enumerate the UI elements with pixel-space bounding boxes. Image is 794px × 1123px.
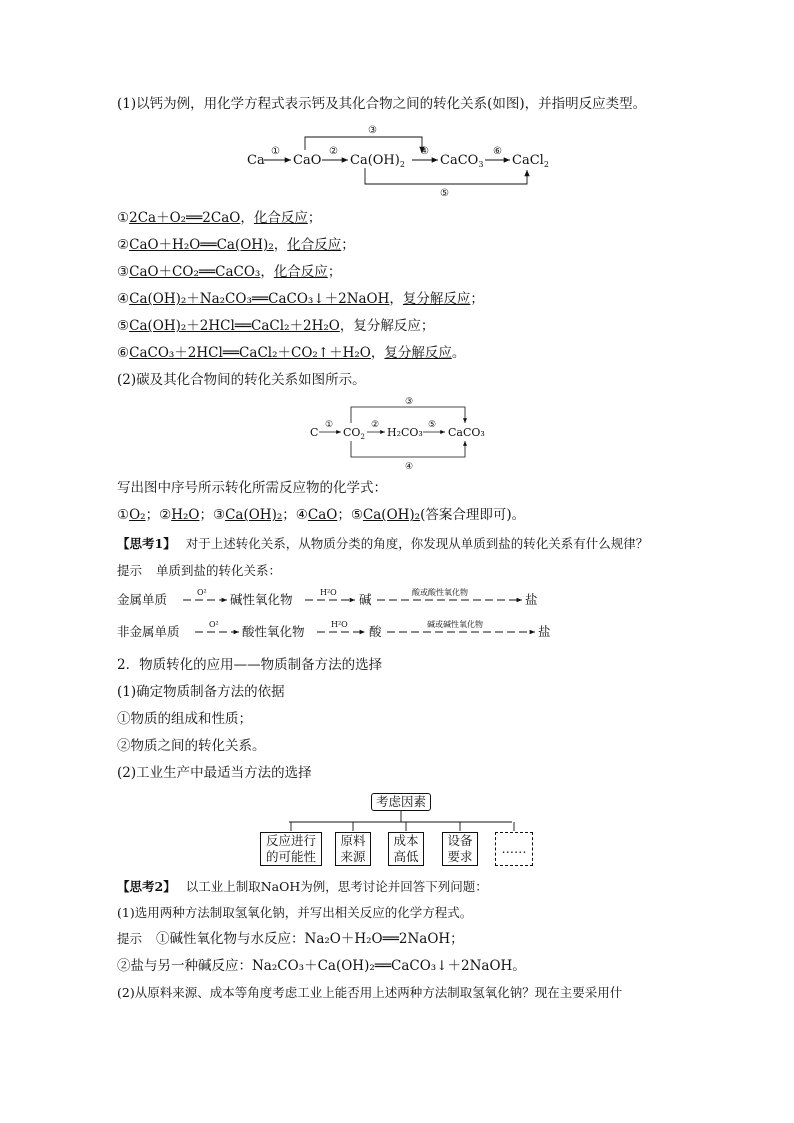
equation-separator: ，复分解反应 bbox=[339, 318, 421, 334]
think-1-text: 对于上述转化关系，从物质分类的角度，你发现从单质到盐的转化关系有什么规律？ bbox=[185, 536, 649, 551]
nonmetal-reagent-2: H²O bbox=[331, 620, 348, 629]
equation-end: ； bbox=[341, 237, 355, 253]
hint-2-tag: 提示 bbox=[117, 931, 143, 946]
nonmetal-reagent-1: O² bbox=[209, 620, 219, 629]
equation-separator: ， bbox=[273, 237, 288, 253]
question-2-1: (1)选用两种方法制取氢氧化钠，并写出相关反应的化学方程式。 bbox=[117, 905, 473, 920]
reaction-type: 化合反应 bbox=[253, 210, 308, 226]
metal-basic-oxide: 碱性氧化物 bbox=[230, 592, 293, 607]
node-ca: Ca bbox=[247, 153, 265, 168]
equation-text: CaO＋CO₂══CaCO₃ bbox=[129, 264, 261, 280]
node-cao: CaO bbox=[293, 153, 322, 168]
equation-text: CaCO₃＋2HCl══CaCl₂＋CO₂↑＋H₂O bbox=[129, 345, 371, 361]
factor-line-2: 来源 bbox=[340, 849, 366, 864]
equation-end: ； bbox=[420, 318, 435, 334]
equation-number: ⑥ bbox=[117, 345, 130, 361]
nonmetal-acid: 酸 bbox=[369, 624, 382, 639]
reaction-type: 复分解反应 bbox=[402, 291, 471, 307]
section-2-1a: ①物质的组成和性质； bbox=[117, 711, 252, 727]
equation-separator: ， bbox=[389, 291, 403, 307]
equation-end: 。 bbox=[451, 345, 466, 361]
node-caoh2: $Ca(OH)_2$ bbox=[350, 153, 405, 169]
metal-reagent-1: O² bbox=[197, 588, 207, 597]
equation-number: ② bbox=[117, 237, 130, 253]
label-3: ③ bbox=[405, 397, 414, 407]
nonmetal-element: 非金属单质 bbox=[117, 624, 180, 639]
equation-separator: ， bbox=[370, 345, 385, 361]
node-co2: $CO_2$ bbox=[343, 426, 365, 441]
label-2: ② bbox=[371, 420, 380, 430]
factor-line-1: 原料 bbox=[340, 833, 366, 848]
node-h2co3: H₂CO₃ bbox=[387, 426, 423, 439]
label-5: ⑤ bbox=[440, 188, 449, 199]
think-2 bbox=[117, 878, 488, 896]
section-2-heading: 2．物质转化的应用——物质制备方法的选择 bbox=[117, 657, 383, 673]
node-cacl2: CaCl$_2$ bbox=[512, 153, 549, 169]
label-5: ⑤ bbox=[428, 420, 437, 430]
hint-2-a: ①碱性氧化物与水反应：Na₂O＋H₂O══2NaOH； bbox=[156, 931, 464, 947]
metal-reagent-3: 酸或酸性氧化物 bbox=[412, 588, 468, 597]
factor-line-1: 成本 bbox=[393, 833, 419, 848]
think-1-tag: 【思考1】 bbox=[117, 536, 176, 551]
factor-line-1: 反应进行 bbox=[265, 833, 316, 848]
reactant-number: ③ bbox=[212, 507, 226, 523]
node-c: C bbox=[310, 426, 319, 439]
factor-line-2: 要求 bbox=[447, 849, 473, 864]
factor-box bbox=[260, 832, 322, 866]
factor-box bbox=[335, 832, 371, 866]
factor-line-2: 高低 bbox=[393, 849, 419, 864]
metal-reagent-2: H²O bbox=[320, 588, 337, 597]
label-2: ② bbox=[329, 146, 338, 157]
equation-text: Ca(OH)₂＋Na₂CO₃══CaCO₃↓＋2NaOH bbox=[129, 291, 390, 307]
question-2-2: (2)从原料来源、成本等角度考虑工业上能否用上述两种方法制取氢氧化钠？现在主要采用什 bbox=[117, 985, 623, 1000]
factor-box bbox=[388, 832, 424, 866]
equation-number: ① bbox=[117, 210, 130, 226]
metal-base: 碱 bbox=[359, 592, 372, 607]
nonmetal-reagent-3: 碱或碱性氧化物 bbox=[427, 620, 483, 629]
label-4: ④ bbox=[420, 146, 429, 157]
reactant-number: ⑤ bbox=[350, 507, 363, 523]
label-3: ③ bbox=[368, 125, 377, 136]
equation-number: ⑤ bbox=[117, 318, 130, 334]
label-6: ⑥ bbox=[493, 146, 502, 157]
question-2-intro: (2)碳及其化合物间的转化关系如图所示。 bbox=[117, 372, 366, 388]
label-1: ① bbox=[271, 146, 280, 157]
reactant-number: ④ bbox=[295, 507, 308, 523]
section-2-2: (2)工业生产中最适当方法的选择 bbox=[117, 765, 312, 781]
reactant-value: O₂ bbox=[129, 507, 146, 523]
reactant-number: ① bbox=[117, 507, 130, 523]
nonmetal-acidic-oxide: 酸性氧化物 bbox=[242, 624, 305, 639]
reactant-value: Ca(OH)₂ bbox=[225, 507, 283, 523]
think-2-tag: 【思考2】 bbox=[117, 879, 176, 894]
reactant-value: Ca(OH)₂ bbox=[362, 507, 421, 523]
reactant-end: ； bbox=[337, 507, 351, 523]
section-2-1: (1)确定物质制备方法的依据 bbox=[117, 684, 285, 700]
reactant-value: H₂O bbox=[171, 507, 200, 523]
reaction-type: 化合反应 bbox=[287, 237, 342, 253]
hint-2 bbox=[117, 930, 464, 948]
equation-text: 2Ca＋O₂══2CaO bbox=[129, 210, 241, 226]
factor-line-2: 的可能性 bbox=[265, 849, 316, 864]
reaction-type: 化合反应 bbox=[273, 264, 328, 280]
factors-root: 考虑因素 bbox=[371, 793, 431, 811]
equation-end: ； bbox=[307, 210, 322, 226]
equation-separator: ， bbox=[260, 264, 274, 280]
equation-number: ④ bbox=[117, 291, 130, 307]
factor-box bbox=[495, 832, 533, 866]
reactant-end: (答案合理即可)。 bbox=[420, 507, 526, 523]
think-2-text: 以工业上制取NaOH为例，思考讨论并回答下列问题： bbox=[185, 879, 488, 894]
nonmetal-salt: 盐 bbox=[538, 624, 551, 639]
equation-end: ； bbox=[470, 291, 484, 307]
factor-line-1: …… bbox=[501, 841, 527, 856]
reaction-type: 复分解反应 bbox=[384, 345, 452, 361]
factor-box bbox=[442, 832, 478, 866]
label-4: ④ bbox=[405, 462, 414, 472]
section-2-1b: ②物质之间的转化关系。 bbox=[117, 738, 266, 754]
factor-line-1: 设备 bbox=[447, 833, 473, 848]
metal-salt: 盐 bbox=[525, 592, 538, 607]
write-reactants-prompt: 写出图中序号所示转化所需反应物的化学式： bbox=[117, 480, 387, 496]
hint-1-text: 单质到盐的转化关系： bbox=[156, 563, 282, 578]
node-caco3: CaCO₃ bbox=[448, 426, 485, 439]
reactant-number: ② bbox=[159, 507, 172, 523]
hint-1-tag: 提示 bbox=[117, 563, 143, 578]
hint-2-b: ②盐与另一种碱反应：Na₂CO₃＋Ca(OH)₂══CaCO₃↓＋2NaOH。 bbox=[117, 958, 526, 974]
question-1-intro: (1)以钙为例，用化学方程式表示钙及其化合物之间的转化关系(如图)，并指明反应类型。 bbox=[117, 96, 647, 112]
equation-end: ； bbox=[327, 264, 342, 280]
reactant-end: ； bbox=[199, 507, 213, 523]
equation-number: ③ bbox=[117, 264, 130, 280]
equation-separator: ， bbox=[240, 210, 254, 226]
reactant-value: CaO bbox=[307, 507, 338, 523]
equation-text: Ca(OH)₂＋2HCl══CaCl₂＋2H₂O bbox=[129, 318, 340, 334]
label-1: ① bbox=[325, 420, 334, 430]
reactant-end: ； bbox=[282, 507, 296, 523]
node-caco3: CaCO$_3$ bbox=[440, 153, 484, 169]
reactant-end: ； bbox=[145, 507, 160, 523]
equation-text: CaO＋H₂O══Ca(OH)₂ bbox=[129, 237, 274, 253]
metal-element: 金属单质 bbox=[117, 592, 168, 607]
